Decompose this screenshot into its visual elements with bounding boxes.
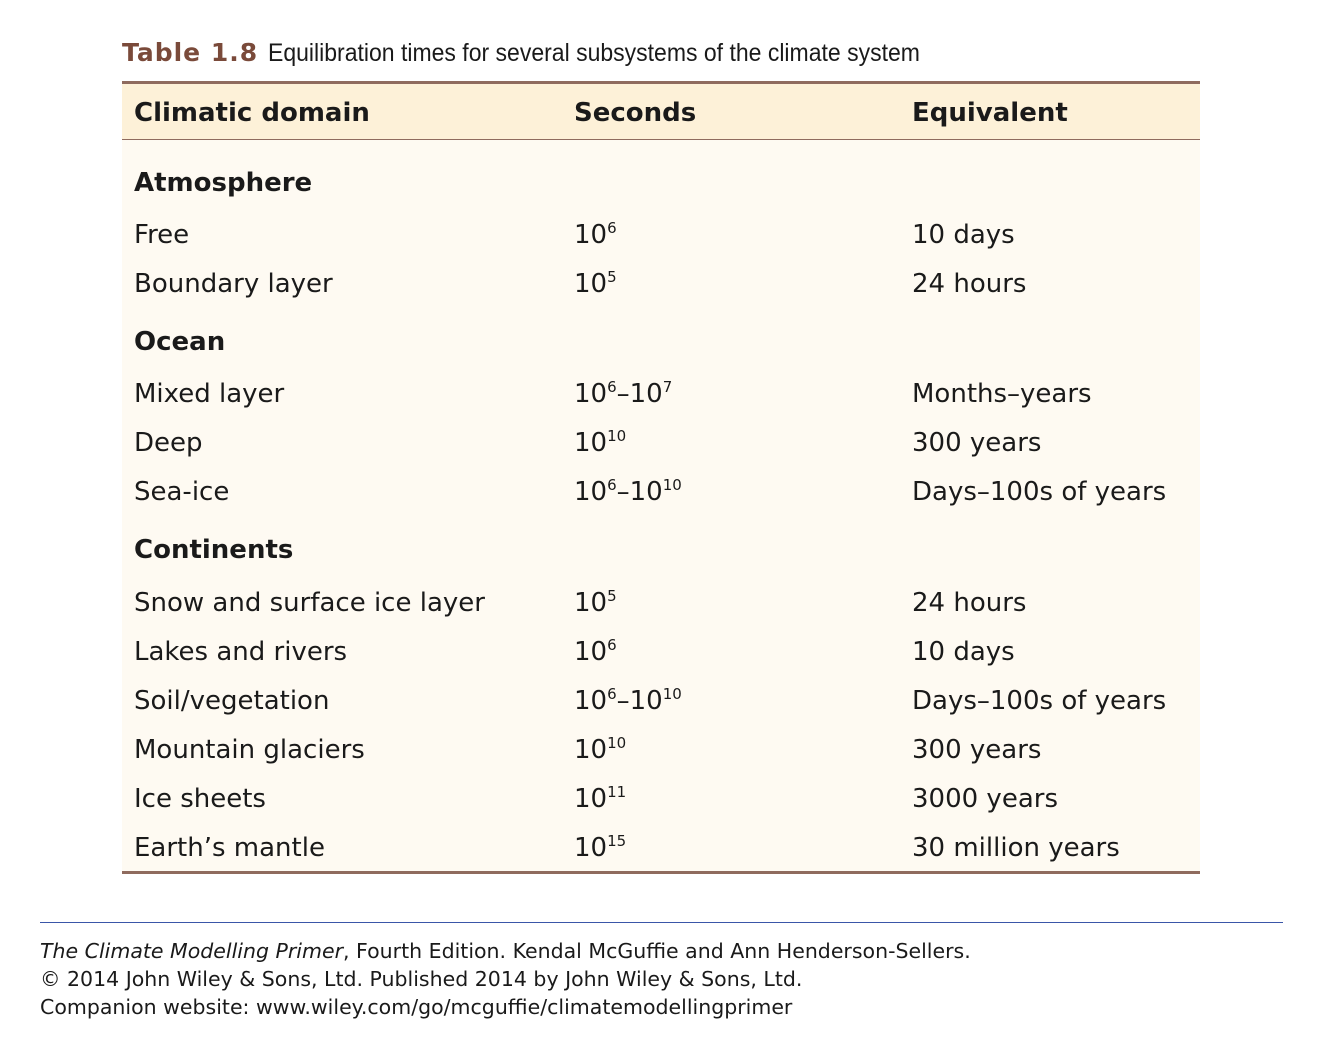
seconds-cell [574,374,672,414]
seconds-exponent: 10 [662,685,682,703]
equivalent-cell: 24 hours [912,269,1027,299]
seconds-base: 10 [574,269,608,299]
equivalent-cell: 24 hours [912,588,1027,618]
seconds-exponent: 11 [607,783,627,801]
table-group-row [122,322,1200,362]
table-row [122,264,1200,304]
seconds-exponent: 7 [662,378,673,396]
seconds-exponent: 6 [607,378,617,396]
table-group-row [122,163,1200,203]
table-title: Equilibration times for several subsystems of the climate system [268,39,921,67]
table-row [122,632,1200,672]
group-label: Ocean [134,327,226,357]
header-seconds: Seconds [574,98,697,128]
range-dash: – [616,379,630,409]
table-row [122,215,1200,255]
seconds-cell [574,681,682,721]
table-row [122,374,1200,414]
seconds-cell [574,264,617,304]
seconds-base: 10 [574,637,608,667]
domain-cell: Lakes and rivers [134,637,348,667]
equivalent-cell: Days–100s of years [912,477,1167,507]
group-label: Atmosphere [134,168,313,198]
seconds-base: 10 [574,428,608,458]
table-group-row [122,530,1200,570]
seconds-base: 10 [574,735,608,765]
table-row [122,828,1200,868]
equivalent-cell: 300 years [912,735,1042,765]
seconds-base: 10 [574,588,608,618]
seconds-cell [574,215,617,255]
seconds-cell [574,779,626,819]
seconds-exponent: 10 [607,427,627,445]
domain-cell: Earth’s mantle [134,833,325,863]
seconds-cell [574,828,626,868]
group-label: Continents [134,535,294,565]
table-row [122,681,1200,721]
copyright-footer [40,937,971,1021]
footer-rule [40,922,1283,923]
equivalent-cell: 10 days [912,637,1015,667]
equivalent-cell: Days–100s of years [912,686,1167,716]
domain-cell: Boundary layer [134,269,333,299]
domain-cell: Mixed layer [134,379,285,409]
footer-line-2: © 2014 John Wiley & Sons, Ltd. Published 2014 by John Wiley & Sons, Ltd. [40,967,803,991]
table-caption [122,38,977,68]
seconds-base: 10 [629,477,663,507]
table-number: Table 1.8 [122,38,259,67]
equivalent-cell: 10 days [912,220,1015,250]
domain-cell: Deep [134,428,203,458]
seconds-base: 10 [629,686,663,716]
table-row [122,779,1200,819]
seconds-base: 10 [574,477,608,507]
equilibration-table [122,81,1200,874]
domain-cell: Free [134,220,190,250]
domain-cell: Ice sheets [134,784,266,814]
table-row [122,583,1200,623]
equivalent-cell: 3000 years [912,784,1058,814]
seconds-cell [574,583,617,623]
seconds-exponent: 5 [607,268,617,286]
range-dash: – [616,477,630,507]
seconds-exponent: 15 [607,832,627,850]
seconds-exponent: 10 [607,734,627,752]
domain-cell: Soil/vegetation [134,686,330,716]
book-title: The Climate Modelling Primer [40,939,344,963]
domain-cell: Mountain glaciers [134,735,365,765]
footer-line-1-rest: , Fourth Edition. Kendal McGuffie and Ann Henderson-Sellers. [343,939,971,963]
seconds-base: 10 [574,784,608,814]
seconds-base: 10 [574,379,608,409]
seconds-cell [574,423,626,463]
header-climatic-domain: Climatic domain [134,98,370,128]
seconds-cell [574,632,617,672]
seconds-base: 10 [574,686,608,716]
seconds-exponent: 6 [607,476,617,494]
equivalent-cell: Months–years [912,379,1092,409]
equivalent-cell: 300 years [912,428,1042,458]
seconds-exponent: 6 [607,685,617,703]
table-row [122,423,1200,463]
seconds-exponent: 5 [607,587,617,605]
seconds-cell [574,472,682,512]
table-header-row [122,84,1200,140]
seconds-exponent: 6 [607,636,617,654]
footer-line-3: Companion website: www.wiley.com/go/mcguffie/climatemodellingprimer [40,995,793,1019]
equivalent-cell: 30 million years [912,833,1120,863]
footer-line-1 [40,937,971,965]
seconds-exponent: 10 [662,476,682,494]
seconds-base: 10 [629,379,663,409]
table-row [122,730,1200,770]
domain-cell: Snow and surface ice layer [134,588,485,618]
seconds-cell [574,730,626,770]
domain-cell: Sea-ice [134,477,230,507]
seconds-exponent: 6 [607,219,617,237]
range-dash: – [616,686,630,716]
table-row [122,472,1200,512]
seconds-base: 10 [574,220,608,250]
seconds-base: 10 [574,833,608,863]
header-equivalent: Equivalent [912,98,1068,128]
